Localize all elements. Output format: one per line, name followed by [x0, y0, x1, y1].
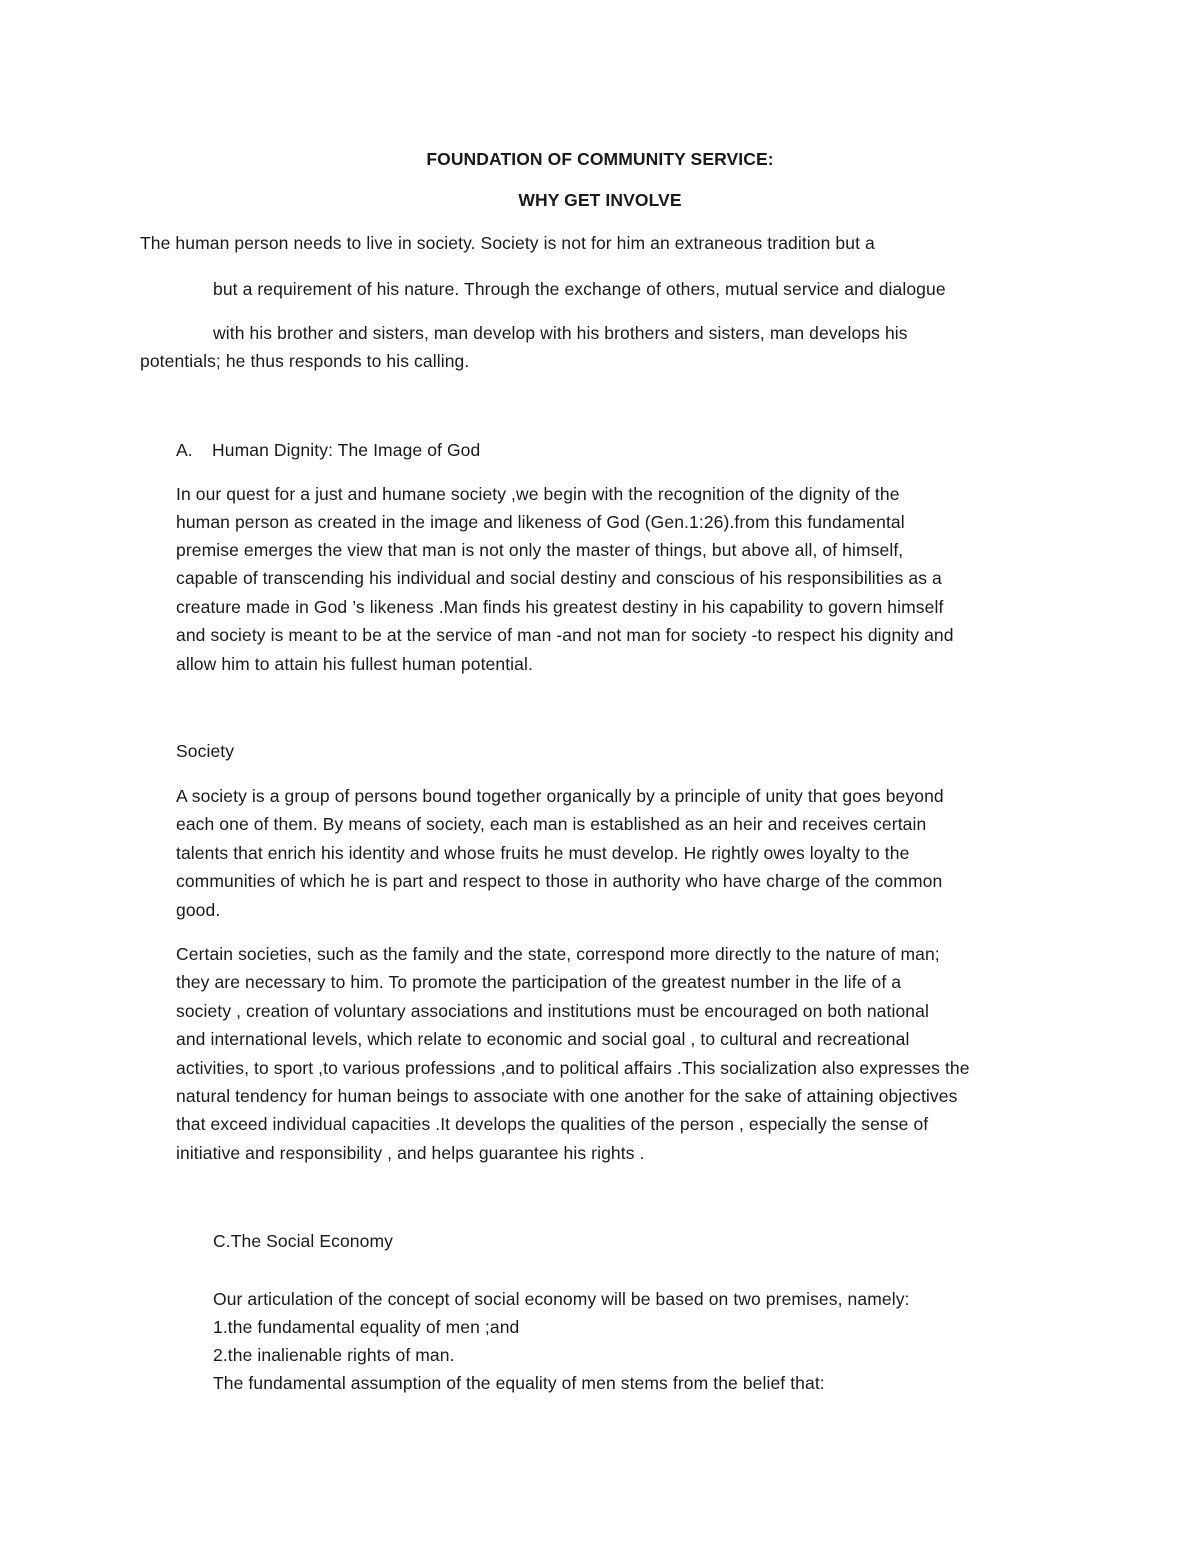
- society-p1-line: each one of them. By means of society, each man is established as an heir and receives certain: [176, 814, 927, 834]
- section-a-line: In our quest for a just and humane society ,we begin with the recognition of the dignity of the: [176, 484, 900, 504]
- society-p2-line: initiative and responsibility , and helps guarantee his rights .: [176, 1143, 645, 1163]
- society-p2-line: that exceed individual capacities .It develops the qualities of the person , especially the sense of: [176, 1114, 929, 1134]
- society-p1-line: talents that enrich his identity and whose fruits he must develop. He rightly owes loyalty to the: [176, 843, 910, 863]
- society-p1-line: communities of which he is part and respect to those in authority who have charge of the common: [176, 871, 943, 891]
- society-p2-line: and international levels, which relate to economic and social goal , to cultural and recreational: [176, 1029, 910, 1049]
- document-title: FOUNDATION OF COMMUNITY SERVICE:: [426, 149, 774, 169]
- intro-line: potentials; he thus responds to his calling.: [140, 351, 470, 371]
- section-a-line: capable of transcending his individual and social destiny and conscious of his responsibilities as a: [176, 568, 942, 588]
- section-c-line: The fundamental assumption of the equality of men stems from the belief that:: [213, 1373, 825, 1393]
- society-p2-line: Certain societies, such as the family and the state, correspond more directly to the nature of man;: [176, 944, 940, 964]
- society-p1-line: A society is a group of persons bound together organically by a principle of unity that goes beyond: [176, 786, 944, 806]
- intro-line: with his brother and sisters, man develop with his brothers and sisters, man develops his: [213, 323, 908, 343]
- section-a-line: premise emerges the view that man is not only the master of things, but above all, of himself,: [176, 540, 904, 560]
- society-heading: Society: [176, 741, 235, 761]
- section-c-line: 1.the fundamental equality of men ;and: [213, 1317, 520, 1337]
- society-p2-line: activities, to sport ,to various professions ,and to political affairs .This socialization also expresses the: [176, 1058, 970, 1078]
- document-subtitle: WHY GET INVOLVE: [518, 190, 682, 210]
- society-p1-line: good.: [176, 900, 221, 920]
- society-p2-line: natural tendency for human beings to associate with one another for the sake of attaining objectives: [176, 1086, 958, 1106]
- society-p2-line: they are necessary to him. To promote the participation of the greatest number in the life of a: [176, 972, 902, 992]
- section-a-line: creature made in God ’s likeness .Man finds his greatest destiny in his capability to govern himself: [176, 597, 944, 617]
- section-a-line: allow him to attain his fullest human potential.: [176, 654, 533, 674]
- section-a-heading: Human Dignity: The Image of God: [212, 440, 481, 460]
- section-c-line: Our articulation of the concept of social economy will be based on two premises, namely:: [213, 1289, 910, 1309]
- section-c-heading: C.The Social Economy: [213, 1231, 393, 1251]
- society-p2-line: society , creation of voluntary associations and institutions must be encouraged on both national: [176, 1001, 929, 1021]
- intro-line: The human person needs to live in society. Society is not for him an extraneous tradition but a: [140, 233, 875, 253]
- section-a-line: and society is meant to be at the service of man -and not man for society -to respect his dignity and: [176, 625, 954, 645]
- intro-line: but a requirement of his nature. Through the exchange of others, mutual service and dialogue: [213, 279, 946, 299]
- section-c-line: 2.the inalienable rights of man.: [213, 1345, 455, 1365]
- section-a-line: human person as created in the image and likeness of God (Gen.1:26).from this fundamental: [176, 512, 905, 532]
- section-a-marker: A.: [176, 440, 193, 460]
